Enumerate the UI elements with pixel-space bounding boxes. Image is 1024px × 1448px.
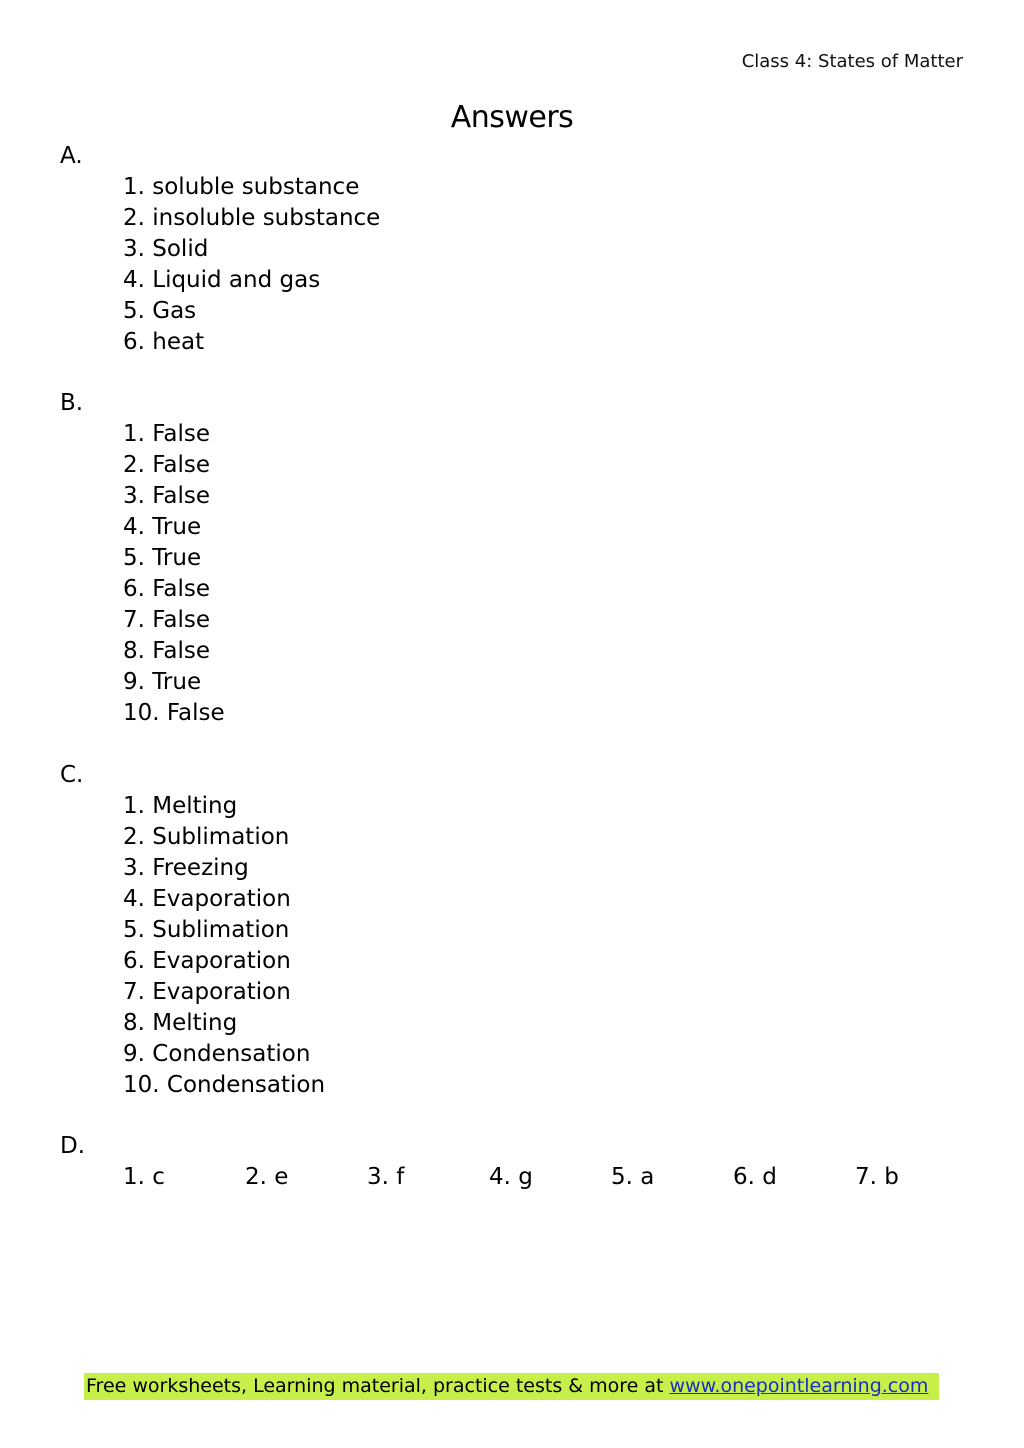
answer-item: 7. False: [123, 607, 210, 633]
answer-item: 8. Melting: [123, 1010, 238, 1036]
section-a-answers: [123, 172, 380, 358]
answer-item: 1. Melting: [123, 793, 238, 819]
answer-item: 1. False: [123, 421, 210, 447]
answer-item: 4. True: [123, 514, 202, 540]
match-answer-item: 2. e: [245, 1164, 289, 1190]
answer-item: 5. Sublimation: [123, 917, 290, 943]
answer-item: 3. Solid: [123, 236, 209, 262]
answer-item: 9. True: [123, 669, 202, 695]
match-answer-item: 4. g: [489, 1164, 533, 1190]
section-c-label: C.: [60, 762, 84, 788]
answer-item: 2. Sublimation: [123, 824, 290, 850]
page-title: Answers: [450, 100, 574, 135]
match-answer-item: 6. d: [733, 1164, 777, 1190]
answer-item: 2. insoluble substance: [123, 205, 381, 231]
section-d-label: D.: [60, 1133, 86, 1159]
answer-item: 7. Evaporation: [123, 979, 291, 1005]
answer-item: 6. Evaporation: [123, 948, 291, 974]
answer-item: 5. Gas: [123, 298, 197, 324]
match-answer-item: 5. a: [611, 1164, 655, 1190]
section-b-answers: [123, 419, 225, 729]
match-answer-item: 7. b: [855, 1164, 899, 1190]
answer-item: 9. Condensation: [123, 1041, 311, 1067]
answer-item: 3. False: [123, 483, 210, 509]
section-b-label: B.: [60, 390, 84, 416]
answer-item: 4. Liquid and gas: [123, 267, 321, 293]
section-c-answers: [123, 791, 325, 1101]
answer-item: 8. False: [123, 638, 210, 664]
match-answer-item: 1. c: [123, 1164, 165, 1190]
answer-item: 1. soluble substance: [123, 174, 360, 200]
section-d-answers: [123, 1162, 977, 1193]
answer-item: 6. heat: [123, 329, 205, 355]
answer-item: 3. Freezing: [123, 855, 249, 881]
answer-item: 5. True: [123, 545, 202, 571]
answer-item: 10. False: [123, 700, 225, 726]
header-class-title: Class 4: States of Matter: [741, 51, 963, 72]
footer-website-link[interactable]: www.onepointlearning.com: [669, 1375, 929, 1397]
answer-item: 2. False: [123, 452, 210, 478]
answer-item: 10. Condensation: [123, 1072, 326, 1098]
footer-banner: [84, 1373, 939, 1400]
answer-item: 4. Evaporation: [123, 886, 291, 912]
footer-text: Free worksheets, Learning material, practice tests & more at: [86, 1375, 670, 1397]
section-a-label: A.: [60, 143, 83, 169]
match-answer-item: 3. f: [367, 1164, 405, 1190]
answer-item: 6. False: [123, 576, 210, 602]
